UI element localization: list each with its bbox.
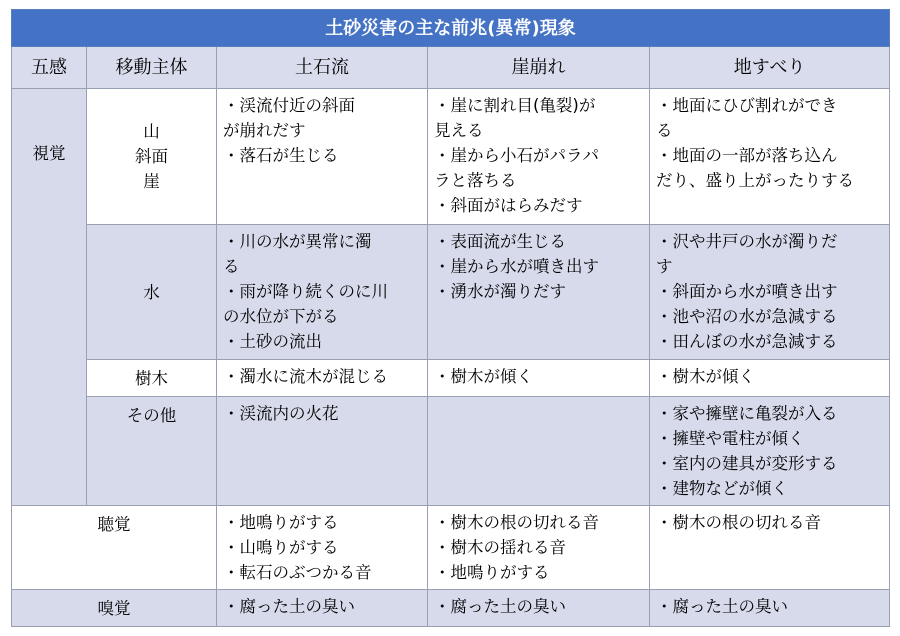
- cell-line: の水位が下がる: [223, 307, 339, 326]
- trees-landslide: [650, 360, 890, 397]
- cell-line: ・樹木が傾く: [434, 367, 533, 386]
- cell-line: ラと落ちる: [434, 171, 517, 190]
- cell-line: ・樹木が傾く: [656, 367, 755, 386]
- table-row: [12, 397, 890, 506]
- header-senses: 五感: [12, 47, 87, 89]
- cell-line: ・崖から水が噴き出す: [434, 257, 599, 276]
- smell-debris-flow: [217, 590, 428, 627]
- cell-line: ・斜面から水が噴き出す: [656, 282, 838, 301]
- cell-line: ・地面の一部が落ち込ん: [656, 146, 838, 165]
- other-cliff-collapse: [428, 397, 650, 506]
- precursor-table: [11, 9, 890, 627]
- subject-trees: 樹木: [87, 360, 217, 397]
- cell-line: る: [223, 257, 240, 276]
- header-moving-subject: 移動主体: [87, 47, 217, 89]
- mountain-cliff-collapse: [428, 89, 650, 225]
- cell-line: ・地面にひび割れができ: [656, 96, 838, 115]
- cell-line: 見える: [434, 121, 484, 140]
- cell-line: ・崖から小石がパラパ: [434, 146, 599, 165]
- cell-line: ・田んぼの水が急減する: [656, 332, 838, 351]
- cell-line: ・室内の建具が変形する: [656, 454, 838, 473]
- cell-line: 崖: [143, 172, 160, 191]
- cell-line: ・家や擁壁に亀裂が入る: [656, 404, 838, 423]
- cell-line: ・池や沼の水が急減する: [656, 307, 838, 326]
- cell-line: ・樹木の根の切れる音: [656, 513, 821, 532]
- cell-line: ・雨が降り続くのに川: [223, 282, 388, 301]
- other-debris-flow: [217, 397, 428, 506]
- hearing-landslide: [650, 506, 890, 590]
- cell-line: ・腐った土の臭い: [656, 597, 788, 616]
- cell-line: ・山鳴りがする: [223, 538, 339, 557]
- mountain-debris-flow: [217, 89, 428, 225]
- cell-line: 斜面: [135, 147, 168, 166]
- cell-line: ・川の水が異常に濁: [223, 232, 372, 251]
- cell-line: ・樹木の根の切れる音: [434, 513, 599, 532]
- sense-hearing-cell: [12, 506, 217, 590]
- sense-visual-cell: [12, 89, 87, 506]
- cell-line: ・渓流付近の斜面: [223, 96, 355, 115]
- cell-line: ・土砂の流出: [223, 332, 322, 351]
- table-row: [12, 590, 890, 627]
- table-row: [12, 506, 890, 590]
- table-row: [12, 89, 890, 225]
- cell-line: ・渓流内の火花: [223, 404, 339, 423]
- cell-line: る: [656, 121, 673, 140]
- cell-line: す: [656, 257, 673, 276]
- cell-line: ・転石のぶつかる音: [223, 563, 372, 582]
- cell-line: だり、盛り上がったりする: [656, 171, 854, 190]
- subject-other-cell: [87, 397, 217, 506]
- water-debris-flow: [217, 225, 428, 360]
- sense-hearing-label: 聴覚: [97, 515, 131, 534]
- cell-line: ・腐った土の臭い: [223, 597, 355, 616]
- table-row: [12, 360, 890, 397]
- subject-mountain: [87, 89, 216, 194]
- water-landslide: [650, 225, 890, 360]
- trees-cliff-collapse: [428, 360, 650, 397]
- header-cliff-collapse: 崖崩れ: [428, 47, 650, 89]
- cell-line: 山: [143, 122, 160, 141]
- cell-line: ・地鳴りがする: [434, 563, 550, 582]
- subject-other: その他: [126, 406, 177, 425]
- header-debris-flow: 土石流: [217, 47, 428, 89]
- cell-line: ・表面流が生じる: [434, 232, 566, 251]
- sense-visual-label: 視覚: [32, 144, 66, 163]
- trees-debris-flow: [217, 360, 428, 397]
- sense-smell-label: 嗅覚: [12, 590, 217, 627]
- hearing-debris-flow: [217, 506, 428, 590]
- hearing-cliff-collapse: [428, 506, 650, 590]
- cell-line: ・斜面がはらみだす: [434, 196, 583, 215]
- header-landslide: 地すべり: [650, 47, 890, 89]
- cell-line: ・湧水が濁りだす: [434, 282, 566, 301]
- cell-line: ・濁水に流木が混じる: [223, 367, 388, 386]
- smell-cliff-collapse: [428, 590, 650, 627]
- cell-line: ・腐った土の臭い: [434, 597, 566, 616]
- cell-line: ・建物などが傾く: [656, 479, 788, 498]
- subject-water: 水: [87, 225, 217, 360]
- cell-line: ・地鳴りがする: [223, 513, 339, 532]
- other-landslide: [650, 397, 890, 506]
- cell-line: ・擁壁や電柱が傾く: [656, 429, 805, 448]
- mountain-landslide: [650, 89, 890, 225]
- table-title: 土砂災害の主な前兆(異常)現象: [12, 10, 890, 47]
- water-cliff-collapse: [428, 225, 650, 360]
- cell-line: ・落石が生じる: [223, 146, 339, 165]
- smell-landslide: [650, 590, 890, 627]
- cell-line: ・樹木の揺れる音: [434, 538, 566, 557]
- cell-line: ・沢や井戸の水が濁りだ: [656, 232, 838, 251]
- cell-line: ・崖に割れ目(亀裂)が: [434, 96, 596, 115]
- table-row: [12, 225, 890, 360]
- subject-mountain-cell: [87, 89, 217, 225]
- cell-line: が崩れだす: [223, 121, 306, 140]
